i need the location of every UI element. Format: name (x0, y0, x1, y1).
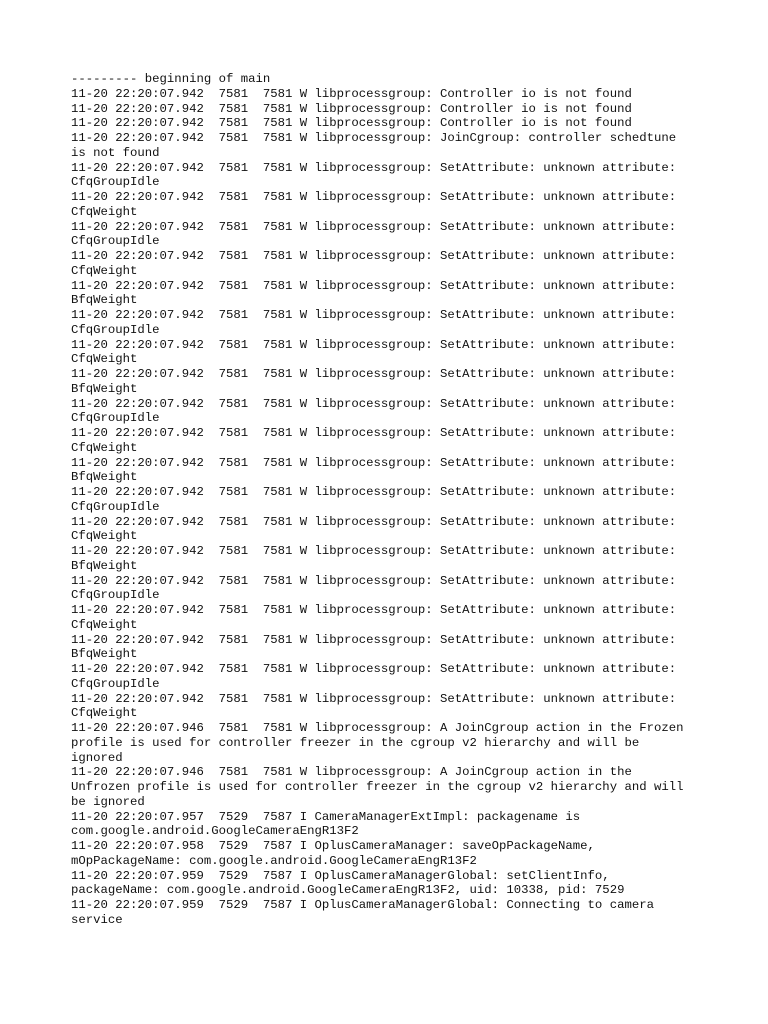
log-line: 11-20 22:20:07.957 7529 7587 I CameraManagerExtImpl: packagename is (71, 809, 581, 824)
log-line: Unfrozen profile is used for controller freezer in the cgroup v2 hierarchy and will (71, 780, 684, 794)
log-line: CfqWeight (71, 440, 138, 455)
log-line: 11-20 22:20:07.942 7581 7581 W libprocessgroup: SetAttribute: unknown attribute: (71, 190, 677, 204)
log-line: 11-20 22:20:07.942 7581 7581 W libprocessgroup: SetAttribute: unknown attribute: (71, 308, 677, 322)
log-line: BfqWeight (71, 293, 138, 308)
log-line: CfqWeight (71, 204, 138, 219)
log-line: CfqWeight (71, 706, 138, 721)
log-line: CfqGroupIdle (71, 588, 160, 603)
log-line: 11-20 22:20:07.942 7581 7581 W libprocessgroup: SetAttribute: unknown attribute: (71, 219, 677, 234)
log-line: profile is used for controller freezer in the cgroup v2 hierarchy and will be (71, 735, 640, 750)
log-line: CfqGroupIdle (71, 234, 160, 249)
log-line: BfqWeight (71, 470, 138, 485)
log-line: 11-20 22:20:07.942 7581 7581 W libprocessgroup: Controller io is not found (71, 101, 632, 116)
log-line: com.google.android.GoogleCameraEngR13F2 (71, 824, 359, 839)
log-line: 11-20 22:20:07.942 7581 7581 W libprocessgroup: SetAttribute: unknown attribute: (71, 455, 677, 470)
log-line: CfqGroupIdle (71, 322, 160, 337)
log-line: be ignored (71, 794, 145, 809)
log-line: CfqGroupIdle (71, 676, 160, 691)
log-line: 11-20 22:20:07.942 7581 7581 W libprocessgroup: SetAttribute: unknown attribute: (71, 485, 677, 499)
log-line: mOpPackageName: com.google.android.GoogleCameraEngR13F2 (71, 853, 477, 868)
log-line: is not found (71, 145, 160, 160)
log-line: 11-20 22:20:07.942 7581 7581 W libprocessgroup: SetAttribute: unknown attribute: (71, 603, 677, 617)
log-line: 11-20 22:20:07.942 7581 7581 W libprocessgroup: SetAttribute: unknown attribute: (71, 337, 677, 352)
log-line: BfqWeight (71, 381, 138, 396)
log-line: CfqGroupIdle (71, 411, 160, 426)
log-line: 11-20 22:20:07.942 7581 7581 W libprocessgroup: SetAttribute: unknown attribute: (71, 367, 677, 381)
log-line: 11-20 22:20:07.942 7581 7581 W libprocessgroup: SetAttribute: unknown attribute: (71, 632, 677, 647)
log-line: packageName: com.google.android.GoogleCameraEngR13F2, uid: 10338, pid: 7529 (71, 883, 625, 898)
log-line: 11-20 22:20:07.942 7581 7581 W libprocessgroup: Controller io is not found (71, 86, 632, 101)
log-line: CfqWeight (71, 529, 138, 544)
log-line: 11-20 22:20:07.958 7529 7587 I OplusCameraManager: saveOpPackageName, (71, 839, 595, 853)
log-line: CfqWeight (71, 617, 138, 632)
log-line: CfqWeight (71, 263, 138, 278)
log-line: BfqWeight (71, 647, 138, 662)
log-line: CfqGroupIdle (71, 499, 160, 514)
log-line: ignored (71, 750, 123, 765)
log-line: 11-20 22:20:07.959 7529 7587 I OplusCameraManagerGlobal: setClientInfo, (71, 868, 610, 883)
log-line: CfqGroupIdle (71, 175, 160, 190)
log-line: 11-20 22:20:07.942 7581 7581 W libprocessgroup: SetAttribute: unknown attribute: (71, 514, 677, 529)
log-line: 11-20 22:20:07.942 7581 7581 W libprocessgroup: SetAttribute: unknown attribute: (71, 160, 677, 175)
log-line: 11-20 22:20:07.942 7581 7581 W libprocessgroup: SetAttribute: unknown attribute: (71, 544, 677, 558)
log-line: service (71, 912, 123, 927)
log-line: 11-20 22:20:07.942 7581 7581 W libprocessgroup: SetAttribute: unknown attribute: (71, 662, 677, 676)
log-line: 11-20 22:20:07.942 7581 7581 W libprocessgroup: SetAttribute: unknown attribute: (71, 426, 677, 440)
log-line: 11-20 22:20:07.942 7581 7581 W libprocessgroup: Controller io is not found (71, 116, 632, 131)
log-line: 11-20 22:20:07.942 7581 7581 W libprocessgroup: SetAttribute: unknown attribute: (71, 396, 677, 411)
log-line: 11-20 22:20:07.946 7581 7581 W libprocessgroup: A JoinCgroup action in the (71, 765, 632, 780)
log-line: 11-20 22:20:07.942 7581 7581 W libprocessgroup: SetAttribute: unknown attribute: (71, 573, 677, 588)
log-line: 11-20 22:20:07.959 7529 7587 I OplusCameraManagerGlobal: Connecting to camera (71, 898, 654, 912)
log-line: 11-20 22:20:07.942 7581 7581 W libprocessgroup: SetAttribute: unknown attribute: (71, 278, 677, 293)
log-line: BfqWeight (71, 558, 138, 573)
log-line: 11-20 22:20:07.946 7581 7581 W libprocessgroup: A JoinCgroup action in the Frozen (71, 721, 684, 735)
log-line: --------- beginning of main (71, 72, 271, 86)
logcat-output (71, 72, 701, 928)
log-line: CfqWeight (71, 352, 138, 367)
log-line: 11-20 22:20:07.942 7581 7581 W libprocessgroup: SetAttribute: unknown attribute: (71, 249, 677, 263)
log-line: 11-20 22:20:07.942 7581 7581 W libprocessgroup: JoinCgroup: controller schedtune (71, 131, 677, 145)
log-line: 11-20 22:20:07.942 7581 7581 W libprocessgroup: SetAttribute: unknown attribute: (71, 691, 677, 706)
